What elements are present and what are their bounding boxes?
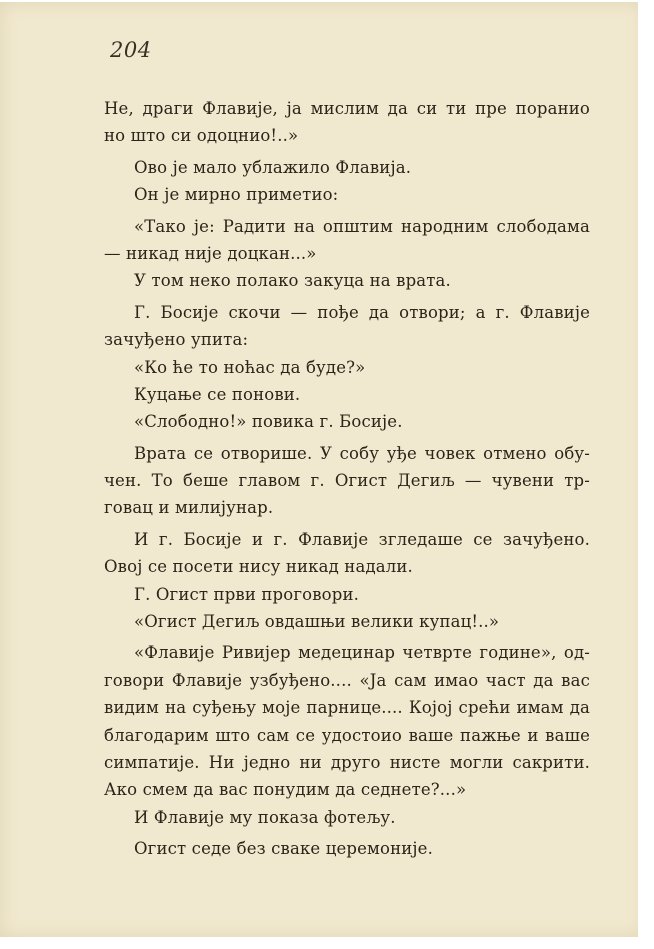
text-line: Врата се отворише. У собу уђе човек отмено обу- bbox=[134, 443, 590, 463]
text-line: зачуђено упита: bbox=[104, 330, 249, 350]
body-text bbox=[104, 95, 590, 863]
text-line: говац и милијунар. bbox=[104, 498, 274, 518]
page-number: 204 bbox=[110, 38, 152, 62]
text-line: но што си одоцнио!..» bbox=[104, 126, 299, 146]
text-line: Г. Огист први проговори. bbox=[134, 584, 359, 604]
text-line: И Флавије му показа фотељу. bbox=[134, 807, 396, 827]
text-line: «Ко ће то ноћас да буде?» bbox=[134, 357, 366, 377]
text-line: «Тако је: Радити на општим народним слободама bbox=[134, 216, 590, 236]
text-line: благодарим што сам се удостоио ваше пажње и ваше bbox=[104, 725, 590, 745]
text-line: Г. Босије скочи — пође да отвори; а г. Флавије bbox=[134, 302, 590, 322]
text-line: Куцање се понови. bbox=[134, 384, 301, 404]
text-line: Овој се посети нису никад надали. bbox=[104, 557, 413, 577]
text-line: говори Флавије узбуђено.... «Ја сам имао част да вас bbox=[104, 670, 590, 690]
text-line: «Слободно!» повика г. Босије. bbox=[134, 412, 403, 432]
text-line: Он је мирно приметио: bbox=[134, 185, 339, 205]
text-line: Ако смем да вас понудим да седнете?...» bbox=[104, 780, 467, 800]
text-line: Не, драги Флавије, ја мислим да си ти пре поранио bbox=[104, 99, 590, 118]
text-line: И г. Босије и г. Флавије згледаше се зачуђено. bbox=[134, 529, 590, 549]
book-page bbox=[0, 2, 644, 937]
text-line: чен. То беше главом г. Огист Дегиљ — чувени тр- bbox=[104, 471, 590, 491]
text-line: «Огист Дегиљ овдашњи велики купац!..» bbox=[134, 612, 500, 632]
text-line: видим на суђењу моје парнице.... Којој срећи имам да bbox=[104, 698, 590, 718]
text-line: У том неко полако закуца на врата. bbox=[134, 271, 451, 291]
text-line: Ово је мало ублажило Флавија. bbox=[134, 157, 412, 177]
text-line: «Флавије Ривијер медецинар четврте године», од- bbox=[134, 643, 590, 663]
text-line: Огист седе без сваке церемоније. bbox=[134, 839, 433, 859]
text-line: симпатије. Ни једно ни друго нисте могли сакрити. bbox=[104, 752, 590, 772]
page-edge bbox=[638, 2, 644, 937]
text-line: — никад није доцкан...» bbox=[104, 243, 317, 263]
